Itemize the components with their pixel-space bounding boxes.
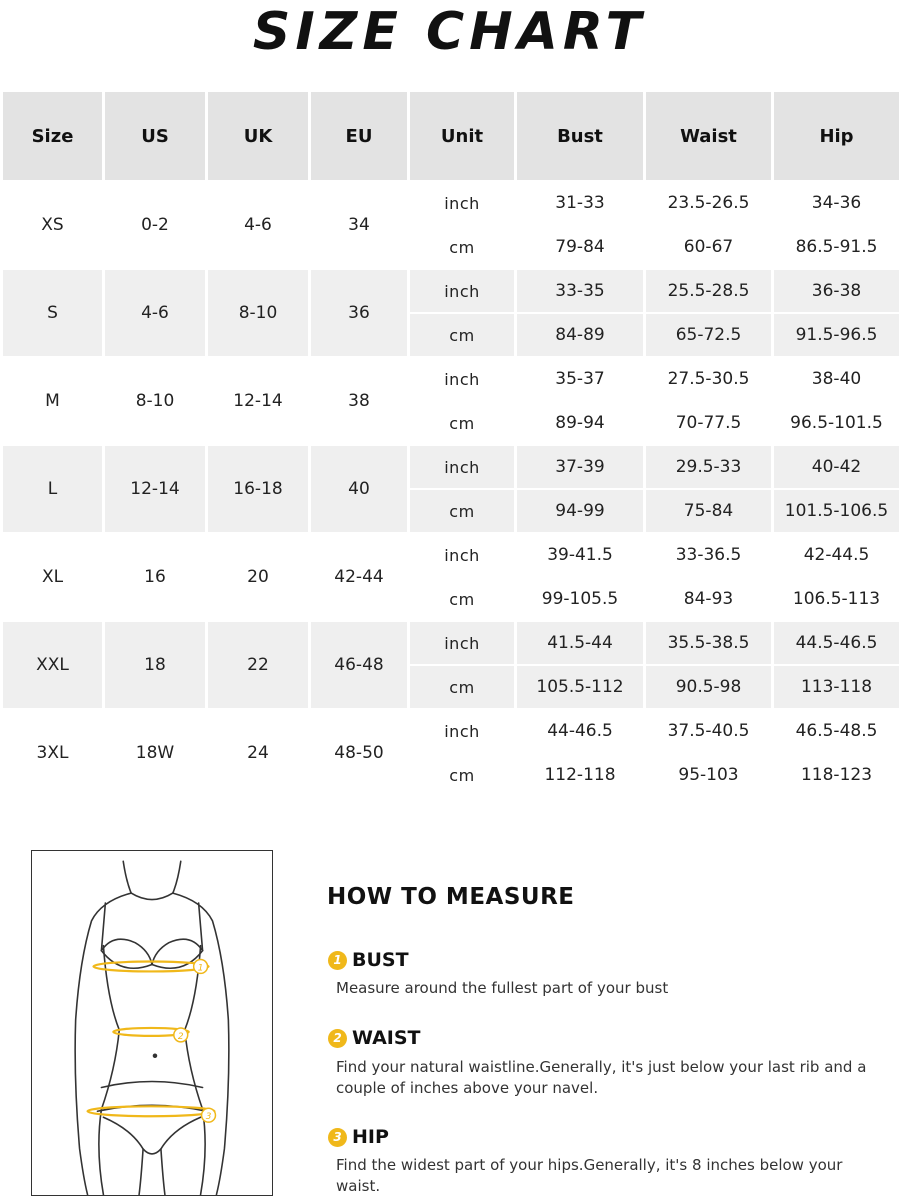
bust-cell: 37-39 bbox=[517, 446, 643, 488]
hip-cell: 96.5-101.5 bbox=[790, 413, 883, 433]
waist-cell: 33-36.5 bbox=[675, 545, 742, 565]
bust-cell: 39-41.5 bbox=[547, 545, 613, 565]
us-cell: 0-2 bbox=[141, 215, 169, 235]
marker-1: 1 bbox=[197, 963, 204, 974]
uk-cell: 8-10 bbox=[208, 270, 308, 356]
waist-cell: 70-77.5 bbox=[675, 413, 742, 433]
header-waist: Waist bbox=[646, 92, 771, 180]
us-cell: 4-6 bbox=[105, 270, 205, 356]
us-cell: 8-10 bbox=[135, 391, 175, 411]
eu-cell: 48-50 bbox=[334, 743, 384, 763]
hip-cell: 91.5-96.5 bbox=[774, 314, 899, 356]
eu-cell: 38 bbox=[348, 391, 370, 411]
uk-cell: 12-14 bbox=[233, 391, 283, 411]
unit-cell: inch bbox=[410, 622, 514, 664]
unit-cell: inch bbox=[444, 545, 480, 565]
bust-cell: 112-118 bbox=[544, 765, 616, 785]
waist-cell: 35.5-38.5 bbox=[646, 622, 771, 664]
bust-cell: 44-46.5 bbox=[547, 721, 613, 741]
size-cell: XXL bbox=[3, 622, 102, 708]
bust-description: Measure around the fullest part of your bust bbox=[336, 979, 669, 997]
marker-2: 2 bbox=[177, 1031, 184, 1042]
bust-cell: 84-89 bbox=[517, 314, 643, 356]
header-unit: Unit bbox=[410, 92, 514, 180]
unit-cell: cm bbox=[410, 490, 514, 532]
bust-label: BUST bbox=[352, 949, 409, 971]
hip-cell: 46.5-48.5 bbox=[795, 721, 878, 741]
hip-cell: 44.5-46.5 bbox=[774, 622, 899, 664]
unit-cell: cm bbox=[449, 413, 475, 433]
hip-cell: 42-44.5 bbox=[803, 545, 870, 565]
bust-cell: 31-33 bbox=[555, 193, 605, 213]
waist-cell: 60-67 bbox=[683, 237, 734, 257]
us-cell: 16 bbox=[144, 567, 166, 587]
unit-cell: cm bbox=[410, 666, 514, 708]
body-measurement-illustration bbox=[31, 850, 273, 1196]
header-size: Size bbox=[3, 92, 102, 180]
hip-cell: 38-40 bbox=[811, 369, 862, 389]
waist-cell: 23.5-26.5 bbox=[667, 193, 750, 213]
number-1-icon: 1 bbox=[328, 951, 347, 970]
waist-cell: 25.5-28.5 bbox=[646, 270, 771, 312]
table-row bbox=[3, 446, 899, 488]
table-row bbox=[3, 622, 899, 664]
eu-cell: 42-44 bbox=[334, 567, 384, 587]
how-to-measure-title: HOW TO MEASURE bbox=[327, 884, 575, 910]
header-us: US bbox=[105, 92, 205, 180]
unit-cell: inch bbox=[444, 193, 480, 213]
bust-cell: 105.5-112 bbox=[517, 666, 643, 708]
bust-cell: 79-84 bbox=[555, 237, 605, 257]
eu-cell: 46-48 bbox=[311, 622, 407, 708]
marker-3: 3 bbox=[205, 1112, 212, 1123]
size-cell: XS bbox=[41, 215, 64, 235]
waist-description: Find your natural waistline.Generally, it's just below your last rib and a couple of inches above your navel. bbox=[336, 1058, 867, 1097]
uk-cell: 16-18 bbox=[208, 446, 308, 532]
size-cell: L bbox=[3, 446, 102, 532]
hip-cell: 113-118 bbox=[774, 666, 899, 708]
bust-cell: 89-94 bbox=[555, 413, 605, 433]
bust-cell: 41.5-44 bbox=[517, 622, 643, 664]
waist-cell: 37.5-40.5 bbox=[667, 721, 750, 741]
hip-cell: 101.5-106.5 bbox=[774, 490, 899, 532]
unit-cell: cm bbox=[410, 314, 514, 356]
unit-cell: inch bbox=[410, 446, 514, 488]
uk-cell: 22 bbox=[208, 622, 308, 708]
waist-cell: 65-72.5 bbox=[646, 314, 771, 356]
number-3-icon: 3 bbox=[328, 1128, 347, 1147]
bust-cell: 94-99 bbox=[517, 490, 643, 532]
table-row bbox=[3, 270, 899, 312]
unit-cell: inch bbox=[444, 721, 480, 741]
header-bust: Bust bbox=[517, 92, 643, 180]
eu-cell: 40 bbox=[311, 446, 407, 532]
bust-heading bbox=[328, 949, 409, 971]
bust-cell: 99-105.5 bbox=[541, 589, 619, 609]
unit-cell: inch bbox=[410, 270, 514, 312]
table-header-row bbox=[3, 92, 899, 180]
table-row bbox=[3, 182, 899, 224]
waist-cell: 90.5-98 bbox=[646, 666, 771, 708]
hip-cell: 36-38 bbox=[774, 270, 899, 312]
measure-tape-lines bbox=[32, 851, 272, 1195]
waist-cell: 75-84 bbox=[646, 490, 771, 532]
waist-cell: 27.5-30.5 bbox=[667, 369, 750, 389]
size-chart-table bbox=[0, 90, 899, 798]
table-row bbox=[3, 358, 899, 400]
unit-cell: cm bbox=[449, 589, 475, 609]
waist-cell: 84-93 bbox=[683, 589, 734, 609]
size-chart-title: SIZE CHART bbox=[252, 2, 647, 62]
hip-cell: 86.5-91.5 bbox=[795, 237, 878, 257]
us-cell: 18 bbox=[105, 622, 205, 708]
header-uk: UK bbox=[208, 92, 308, 180]
hip-cell: 34-36 bbox=[811, 193, 862, 213]
unit-cell: inch bbox=[444, 369, 480, 389]
unit-cell: cm bbox=[449, 765, 475, 785]
table-row bbox=[3, 534, 899, 576]
waist-cell: 95-103 bbox=[678, 765, 739, 785]
size-cell: M bbox=[45, 391, 60, 411]
us-cell: 18W bbox=[135, 743, 175, 763]
hip-cell: 106.5-113 bbox=[792, 589, 881, 609]
eu-cell: 34 bbox=[348, 215, 370, 235]
hip-description: Find the widest part of your hips.Generally, it's 8 inches below your waist. bbox=[336, 1156, 843, 1195]
hip-cell: 40-42 bbox=[774, 446, 899, 488]
eu-cell: 36 bbox=[311, 270, 407, 356]
uk-cell: 4-6 bbox=[244, 215, 272, 235]
waist-label: WAIST bbox=[352, 1027, 421, 1049]
size-cell: 3XL bbox=[36, 743, 69, 763]
us-cell: 12-14 bbox=[105, 446, 205, 532]
hip-label: HIP bbox=[352, 1126, 389, 1148]
table-row bbox=[3, 710, 899, 752]
number-2-icon: 2 bbox=[328, 1029, 347, 1048]
uk-cell: 24 bbox=[247, 743, 269, 763]
header-eu: EU bbox=[311, 92, 407, 180]
waist-heading bbox=[328, 1027, 421, 1049]
bust-cell: 35-37 bbox=[555, 369, 605, 389]
header-hip: Hip bbox=[774, 92, 899, 180]
bust-cell: 33-35 bbox=[517, 270, 643, 312]
uk-cell: 20 bbox=[247, 567, 269, 587]
size-cell: XL bbox=[41, 567, 64, 587]
hip-heading bbox=[328, 1126, 389, 1148]
hip-cell: 118-123 bbox=[800, 765, 873, 785]
unit-cell: cm bbox=[449, 237, 475, 257]
size-cell: S bbox=[3, 270, 102, 356]
waist-cell: 29.5-33 bbox=[646, 446, 771, 488]
